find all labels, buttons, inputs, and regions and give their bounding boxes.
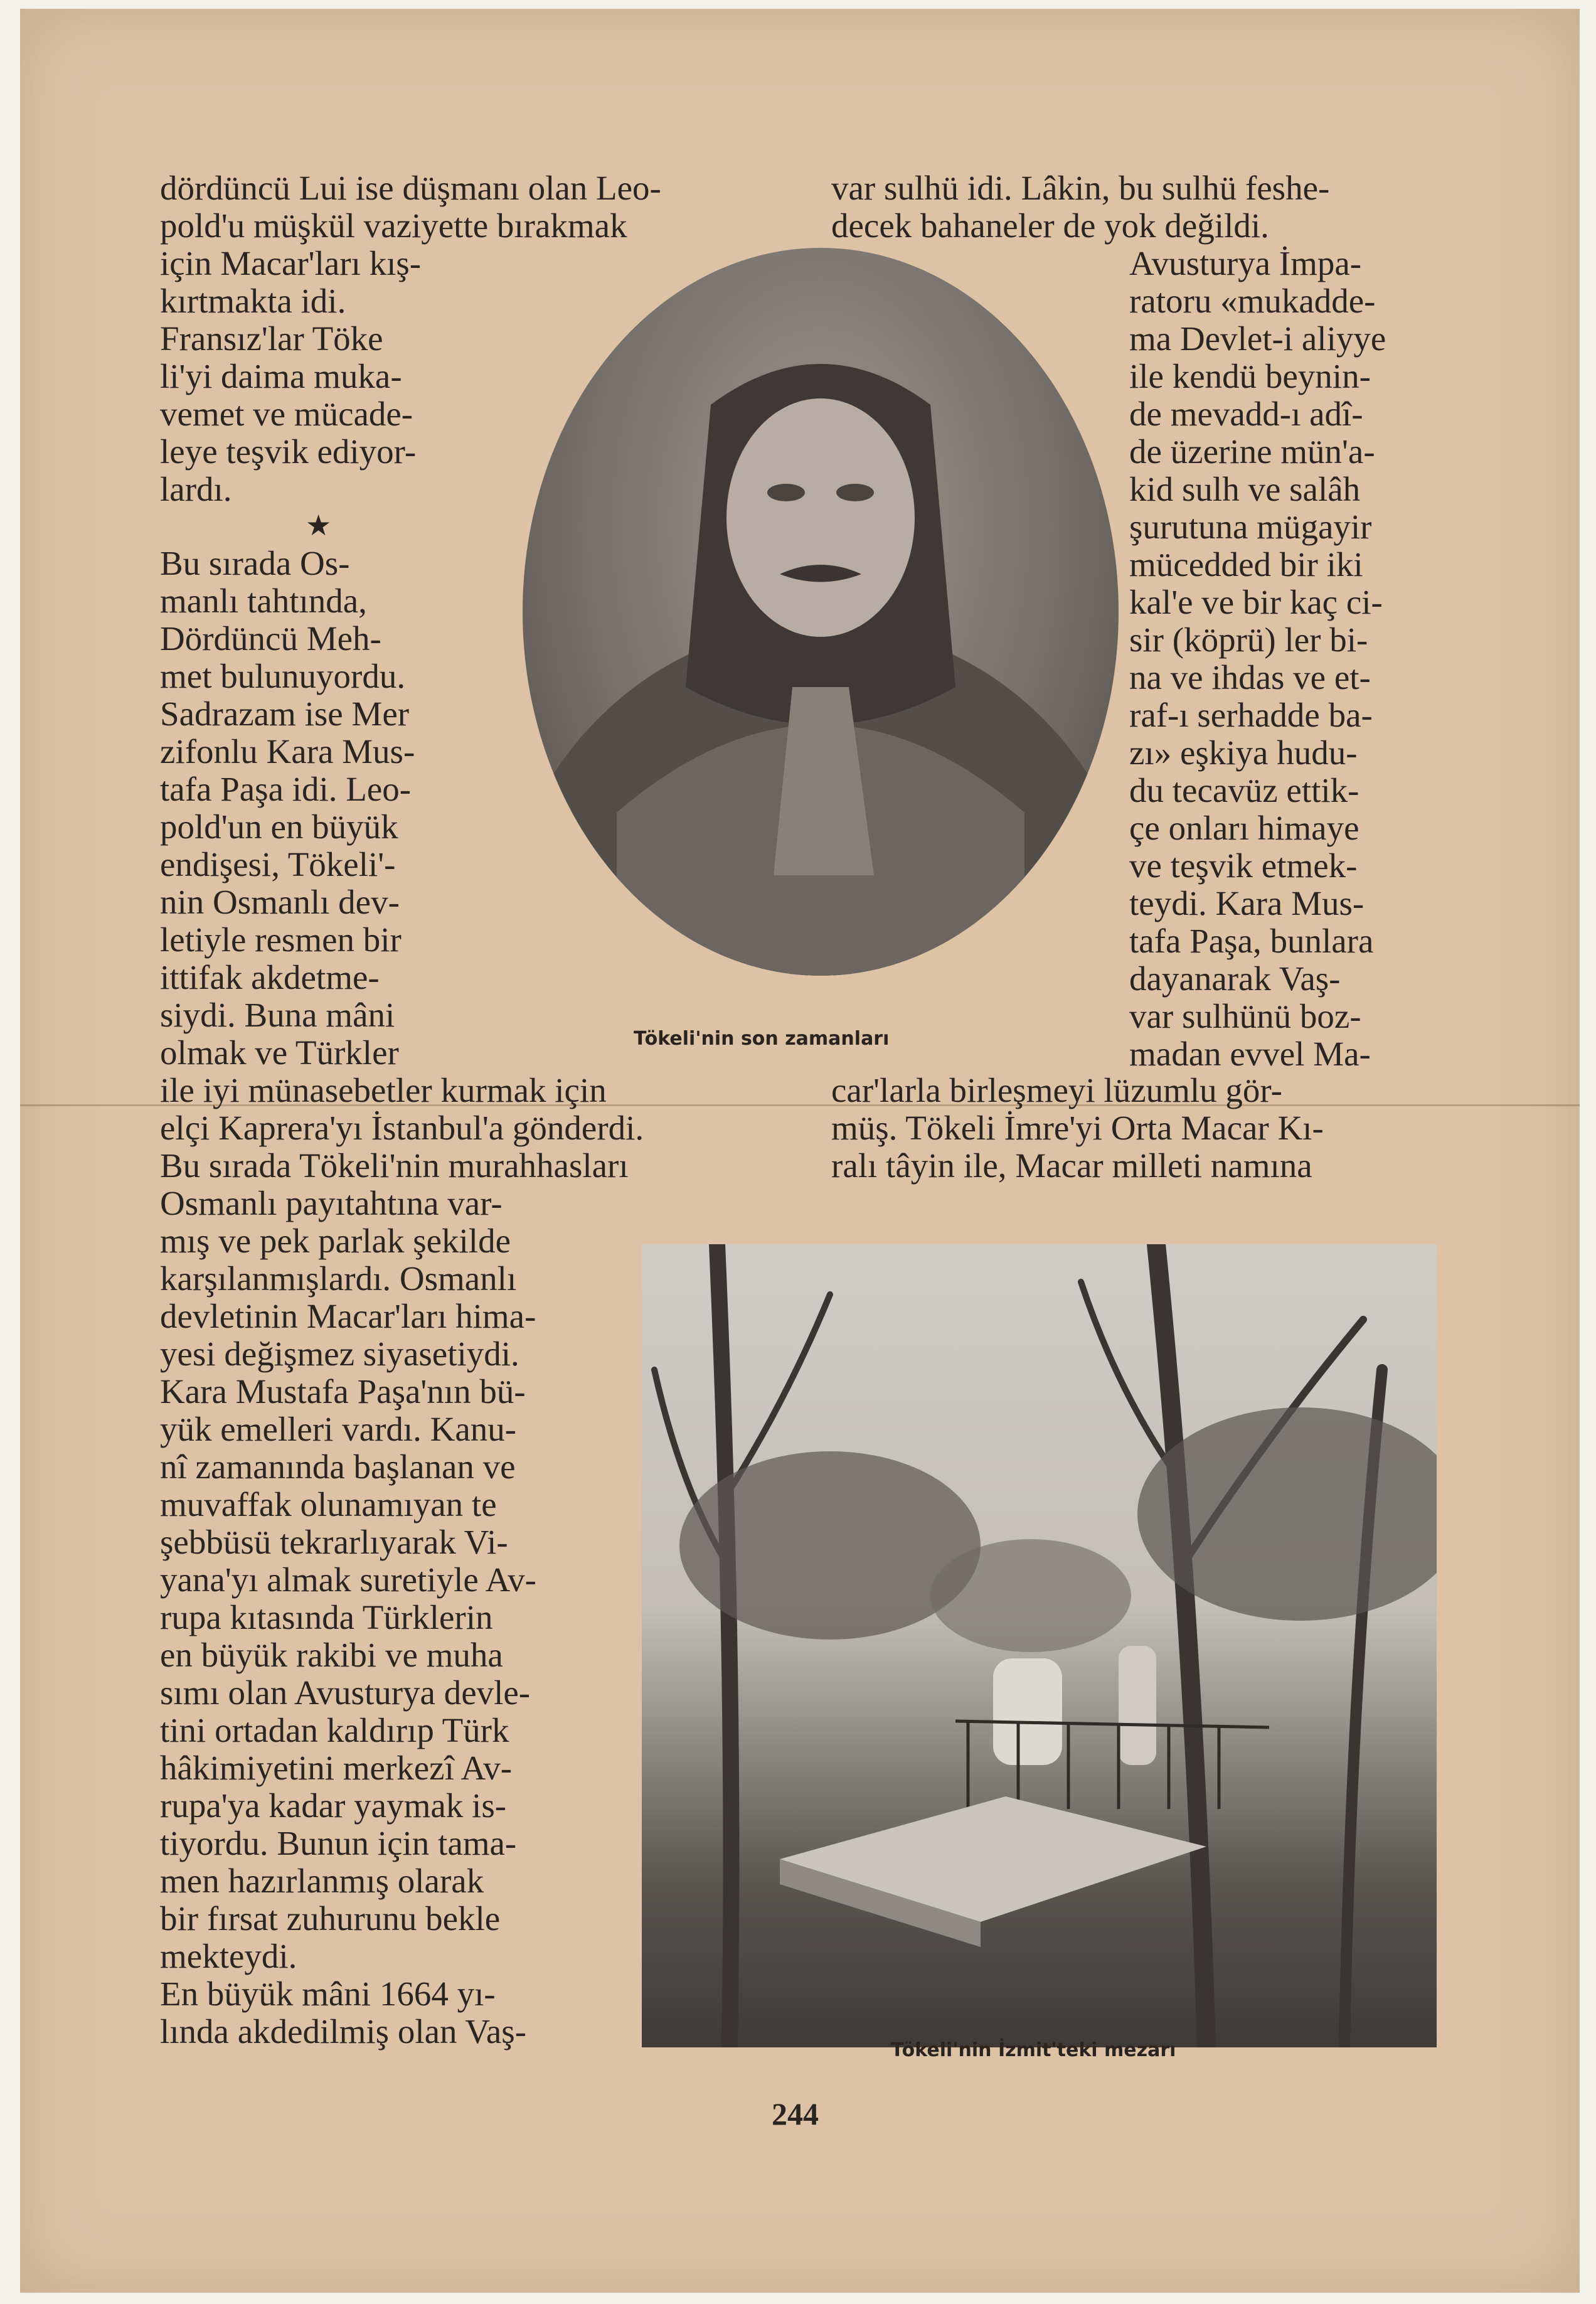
text-line: ile kendü beynin- bbox=[1129, 357, 1371, 395]
text-line: mekteydi. bbox=[160, 1937, 297, 1975]
text-line: car'larla birleşmeyi lüzumlu gör- bbox=[831, 1071, 1282, 1109]
text-line: şurutuna mügayir bbox=[1129, 508, 1372, 546]
text-line: leye teşvik ediyor- bbox=[160, 432, 417, 471]
text-line: En büyük mâni 1664 yı- bbox=[160, 1975, 496, 2013]
text-line: lardı. bbox=[160, 470, 232, 508]
text-line: Bu sırada Os- bbox=[160, 544, 350, 582]
text-line: ittifak akdetme- bbox=[160, 958, 380, 996]
text-line: tiyordu. Bunun için tama- bbox=[160, 1824, 517, 1862]
text-line: Kara Mustafa Paşa'nın bü- bbox=[160, 1372, 526, 1411]
text-line: mış ve pek parlak şekilde bbox=[160, 1222, 511, 1260]
text-line: teydi. Kara Mus- bbox=[1129, 884, 1365, 922]
text-line: met bulunuyordu. bbox=[160, 657, 406, 695]
text-line: en büyük rakibi ve muha bbox=[160, 1636, 503, 1674]
text-line: vemet ve mücade- bbox=[160, 395, 413, 433]
text-line: ralı tâyin ile, Macar milleti namına bbox=[831, 1146, 1312, 1185]
text-line: pold'u müşkül vaziyette bırakmak bbox=[160, 206, 627, 245]
text-line: hâkimiyetini merkezî Av- bbox=[160, 1749, 513, 1787]
text-line: raf-ı serhadde ba- bbox=[1129, 696, 1373, 734]
text-line: manlı tahtında, bbox=[160, 582, 367, 620]
text-line: de mevadd-ı adî- bbox=[1129, 395, 1363, 433]
left-column-bottom-text bbox=[160, 1185, 536, 2051]
text-line: karşılanmışlardı. Osmanlı bbox=[160, 1259, 517, 1298]
left-column-wide-text bbox=[160, 1072, 644, 1185]
text-line: tafa Paşa, bunlara bbox=[1129, 922, 1374, 960]
text-line: letiyle resmen bir bbox=[160, 920, 402, 959]
text-line: devletinin Macar'ları hima- bbox=[160, 1297, 536, 1335]
text-line: pold'un en büyük bbox=[160, 808, 398, 846]
page-number: 244 bbox=[772, 2096, 819, 2131]
portrait-drawing bbox=[523, 248, 1119, 976]
text-line: Fransız'lar Töke bbox=[160, 319, 383, 358]
text-line: tafa Paşa idi. Leo- bbox=[160, 770, 412, 808]
text-line: siydi. Buna mâni bbox=[160, 996, 395, 1034]
text-line: var sulhü idi. Lâkin, bu sulhü feshe- bbox=[831, 169, 1330, 207]
text-line: ve teşvik etmek- bbox=[1129, 846, 1358, 885]
text-line: sir (köprü) ler bi- bbox=[1129, 621, 1368, 659]
text-line: Dördüncü Meh- bbox=[160, 619, 381, 658]
tokeli-portrait-image bbox=[523, 248, 1119, 976]
portrait-caption: Tökeli'nin son zamanları bbox=[634, 1028, 890, 1050]
text-line: yük emelleri vardı. Kanu- bbox=[160, 1410, 517, 1448]
text-line: de üzerine mün'a- bbox=[1129, 432, 1375, 471]
text-line: sımı olan Avusturya devle- bbox=[160, 1673, 531, 1712]
text-line: elçi Kaprera'yı İstanbul'a gönderdi. bbox=[160, 1109, 644, 1147]
text-line: nî zamanında başlanan ve bbox=[160, 1448, 516, 1486]
text-line: çe onları himaye bbox=[1129, 809, 1359, 847]
text-line: lında akdedilmiş olan Vaş- bbox=[160, 2012, 527, 2051]
text-line: yesi değişmez siyasetiydi. bbox=[160, 1335, 519, 1373]
text-line: mücedded bir iki bbox=[1129, 545, 1363, 584]
grave-caption: Tökeli'nin İzmit'teki mezarı bbox=[891, 2039, 1176, 2061]
text-line: dayanarak Vaş- bbox=[1129, 959, 1341, 998]
text-line: kid sulh ve salâh bbox=[1129, 470, 1361, 508]
right-column-top-text bbox=[831, 169, 1329, 245]
text-line: zifonlu Kara Mus- bbox=[160, 732, 415, 771]
text-line: kal'e ve bir kaç ci- bbox=[1129, 583, 1383, 621]
text-line: olmak ve Türkler bbox=[160, 1033, 399, 1072]
text-line: du tecavüz ettik- bbox=[1129, 771, 1359, 809]
text-line: kırtmakta idi. bbox=[160, 282, 346, 320]
text-line: li'yi daima muka- bbox=[160, 357, 402, 395]
text-line: zı» eşkiya hudu- bbox=[1129, 733, 1358, 772]
text-line: için Macar'ları kış- bbox=[160, 244, 422, 282]
left-column-middle-text bbox=[160, 545, 415, 1072]
text-line: Bu sırada Tökeli'nin murahhasları bbox=[160, 1146, 629, 1185]
tokeli-grave-photo bbox=[642, 1244, 1437, 2047]
text-line: şebbüsü tekrarlıyarak Vi- bbox=[160, 1523, 508, 1561]
text-line: men hazırlanmış olarak bbox=[160, 1862, 484, 1900]
grave-drawing bbox=[642, 1244, 1437, 2047]
text-line: tini ortadan kaldırıp Türk bbox=[160, 1711, 509, 1749]
text-line: Avusturya İmpa- bbox=[1129, 244, 1362, 282]
text-line: müş. Tökeli İmre'yi Orta Macar Kı- bbox=[831, 1109, 1324, 1147]
text-line: endişesi, Tökeli'- bbox=[160, 845, 396, 883]
text-line: ma Devlet-i aliyye bbox=[1129, 319, 1386, 358]
text-line: Osmanlı payıtahtına var- bbox=[160, 1184, 503, 1222]
text-line: decek bahaneler de yok değildi. bbox=[831, 206, 1269, 245]
text-line: rupa'ya kadar yaymak is- bbox=[160, 1786, 507, 1825]
text-line: ile iyi münasebetler kurmak için bbox=[160, 1071, 607, 1109]
right-column-middle-text bbox=[1129, 245, 1386, 1073]
text-line: Sadrazam ise Mer bbox=[160, 695, 410, 733]
text-line: nin Osmanlı dev- bbox=[160, 883, 400, 921]
right-column-wide-text bbox=[831, 1072, 1324, 1185]
text-line: muvaffak olunamıyan te bbox=[160, 1485, 497, 1523]
text-line: rupa kıtasında Türklerin bbox=[160, 1598, 493, 1636]
text-line: ratoru «mukadde- bbox=[1129, 282, 1376, 320]
text-line: var sulhünü boz- bbox=[1129, 997, 1361, 1035]
text-line: na ve ihdas ve et- bbox=[1129, 658, 1371, 696]
text-line: madan evvel Ma- bbox=[1129, 1035, 1371, 1073]
text-line: yana'yı almak suretiyle Av- bbox=[160, 1560, 536, 1599]
text-line: bir fırsat zuhurunu bekle bbox=[160, 1899, 501, 1938]
star-separator: ★ bbox=[306, 509, 332, 541]
text-line: dördüncü Lui ise düşmanı olan Leo- bbox=[160, 169, 661, 207]
